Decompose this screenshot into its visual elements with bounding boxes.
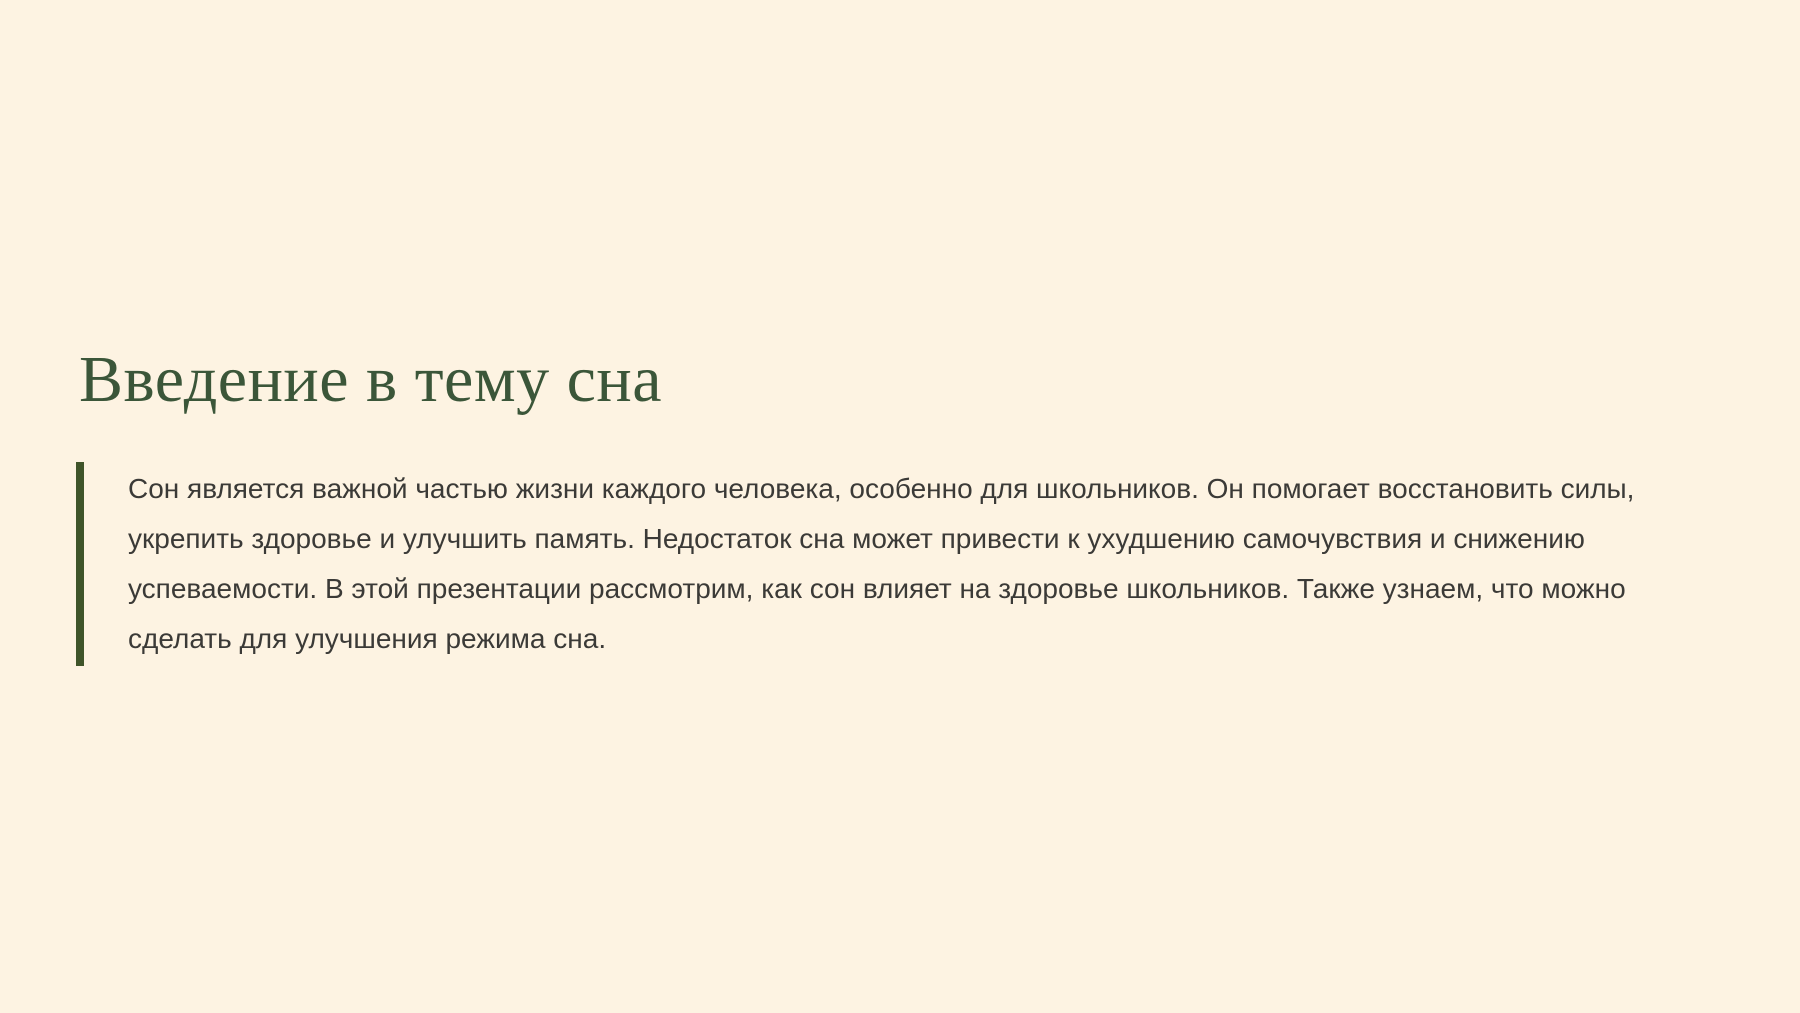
accent-bar [76, 462, 84, 666]
slide-title: Введение в тему сна [79, 343, 663, 416]
intro-block [76, 462, 1690, 666]
intro-paragraph: Сон является важной частью жизни каждого человека, особенно для школьников. Он помогает восстановить силы, укрепить здоровье и улучшить память. Недостаток сна может привести к ухудшению самочувствия и снижению успеваемости. В этой презентации рассмотрим, как сон влияет на здоровье школьников. Также узнаем, что можно сделать для улучшения режима сна. [128, 473, 1635, 654]
